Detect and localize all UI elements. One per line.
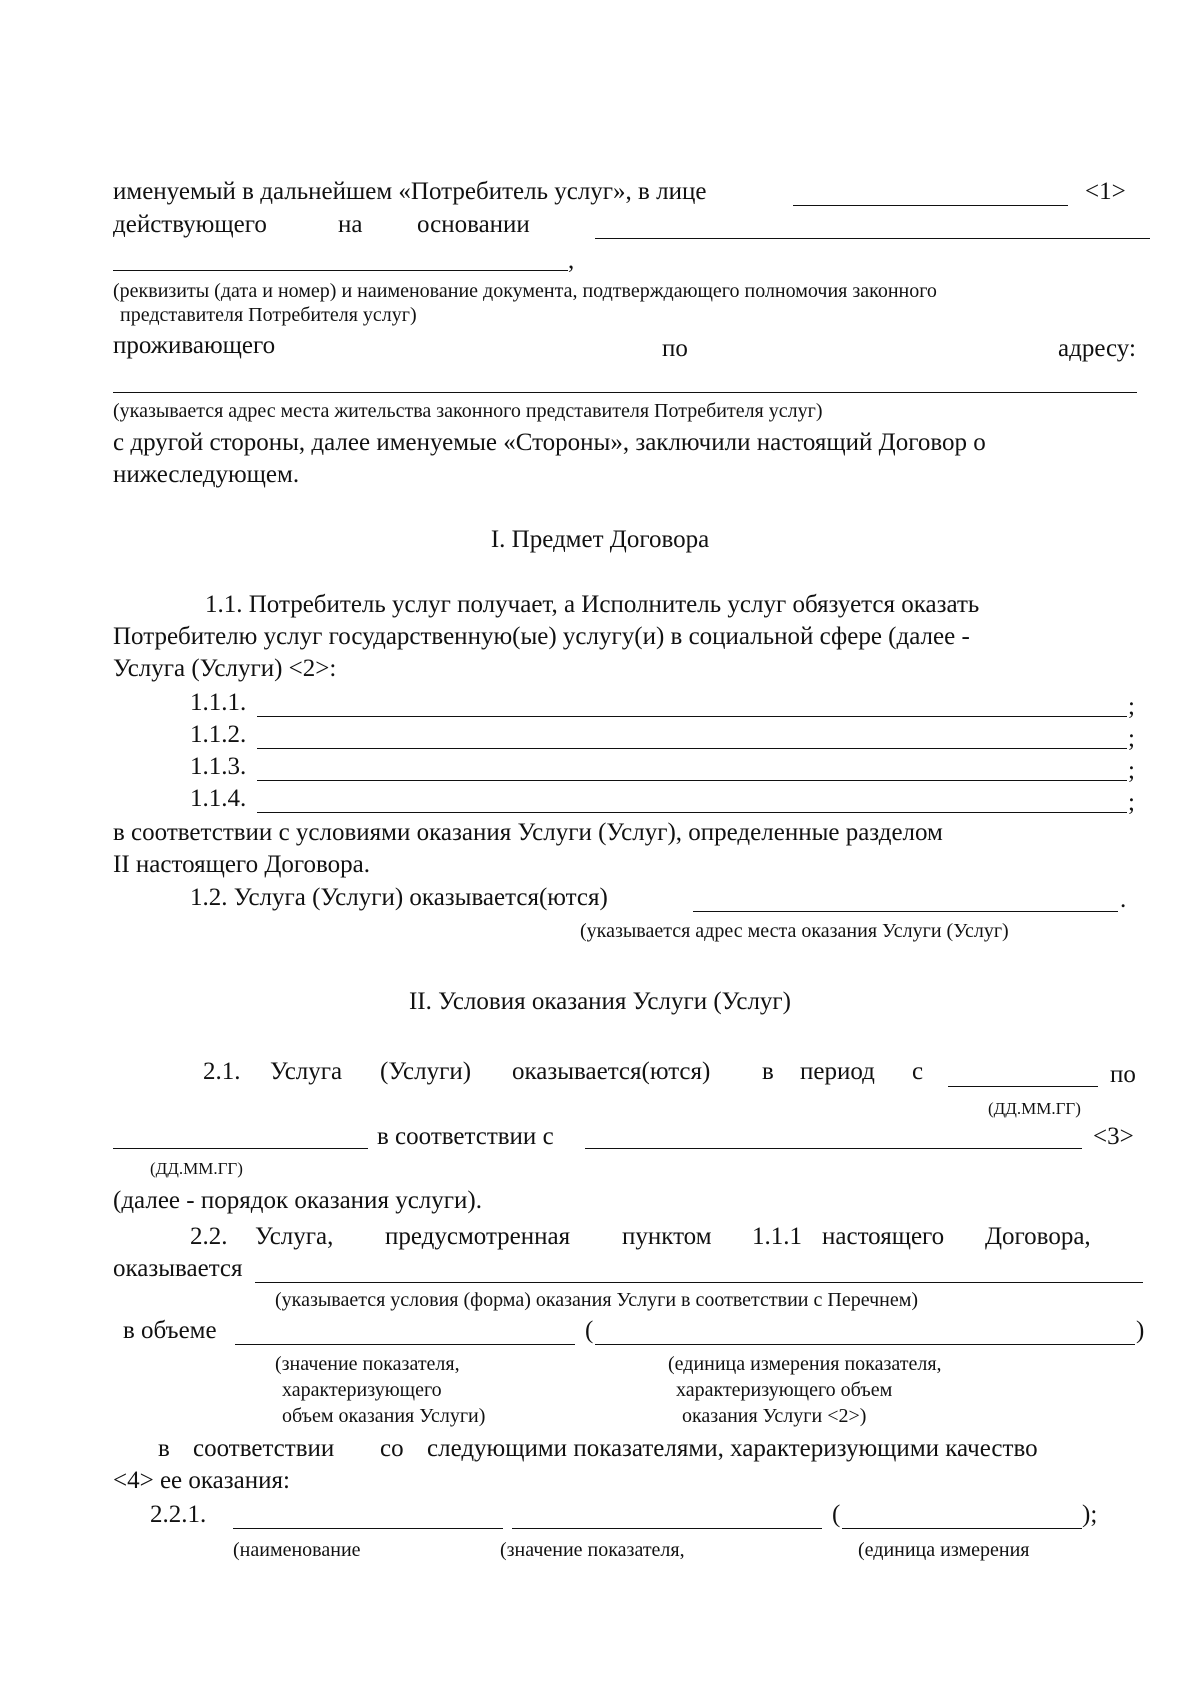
address-word-address: адресу:: [1058, 335, 1136, 362]
quality-word-3: со: [380, 1435, 404, 1462]
representative-name-field[interactable]: [793, 205, 1068, 206]
quality-unit-field[interactable]: [842, 1528, 1082, 1529]
section-1-heading: I. Предмет Договора: [490, 526, 710, 553]
p22-word-2: Услуга,: [255, 1223, 334, 1250]
service-procedure-field[interactable]: [585, 1148, 1082, 1149]
p11-line-2: Потребителю услуг государственную(ые) услугу(и) в социальной сфере (далее -: [113, 623, 970, 650]
quality-word-2: соответствии: [193, 1435, 335, 1462]
section-2-heading: II. Условия оказания Услуги (Услуг): [408, 988, 792, 1015]
quality-word-1: в: [158, 1435, 170, 1462]
p22-word-4: пунктом: [622, 1223, 712, 1250]
volume-value-field[interactable]: [235, 1344, 575, 1345]
p22-word-6: настоящего: [822, 1223, 945, 1250]
p22-word-7: Договора,: [985, 1223, 1091, 1250]
caption-value-3: объем оказания Услуги): [282, 1405, 486, 1427]
caption-unit-1: (единица измерения показателя,: [668, 1353, 942, 1375]
accord-line-2: II настоящего Договора.: [113, 851, 370, 878]
caption-end-date: (ДД.ММ.ГГ): [150, 1159, 243, 1178]
p21-word-1: 2.1.: [203, 1058, 241, 1085]
volume-label: в объеме: [123, 1317, 217, 1344]
p12-text: 1.2. Услуга (Услуги) оказывается(ются): [190, 884, 608, 911]
footnote-ref-1: <1>: [1085, 178, 1126, 205]
item-1-1-2-field[interactable]: [257, 748, 1127, 749]
p22-word-5: 1.1.1: [752, 1223, 802, 1250]
item-1-1-4-field[interactable]: [257, 812, 1127, 813]
p21-word-3: (Услуги): [380, 1058, 472, 1085]
p21-word-4: оказывается(ются): [512, 1058, 711, 1085]
intro-line-1: именуемый в дальнейшем «Потребитель услуг», в лице: [113, 178, 707, 205]
p22-word-1: 2.2.: [190, 1223, 228, 1250]
basis-document-field-continued[interactable]: [113, 270, 568, 271]
accord-line-1: в соответствии с условиями оказания Услуги (Услуг), определенные разделом: [113, 819, 943, 846]
caption-unit-2: характеризующего объем: [676, 1379, 893, 1401]
p21-after: (далее - порядок оказания услуги).: [113, 1187, 482, 1214]
p21-word-5: в: [762, 1058, 774, 1085]
service-conditions-field[interactable]: [255, 1282, 1143, 1283]
p221-paren-open: (: [832, 1501, 841, 1528]
item-1-1-1-field[interactable]: [257, 716, 1127, 717]
volume-unit-field[interactable]: [595, 1344, 1135, 1345]
volume-paren-open: (: [585, 1317, 594, 1344]
p21-word-to: по: [1110, 1061, 1136, 1088]
p21-word-6: период: [800, 1058, 875, 1085]
quality-line-2: <4> ее оказания:: [113, 1467, 290, 1494]
caption-service-conditions: (указывается условия (форма) оказания Услуги в соответствии с Перечнем): [275, 1289, 919, 1311]
item-1-1-2-end: ;: [1128, 725, 1135, 752]
p21-accord: в соответствии с: [377, 1123, 554, 1150]
p221-paren-close: );: [1082, 1501, 1098, 1528]
p22-word-3: предусмотренная: [385, 1223, 571, 1250]
item-1-1-4-label: 1.1.4.: [190, 785, 247, 812]
period-start-date-field[interactable]: [948, 1086, 1098, 1087]
caption-representative-document-1: (реквизиты (дата и номер) и наименование документа, подтверждающего полномочия законного: [113, 280, 937, 302]
item-1-1-1-end: ;: [1128, 693, 1135, 720]
item-1-1-1-label: 1.1.1.: [190, 689, 247, 716]
caption-representative-document-2: представителя Потребителя услуг): [120, 304, 417, 326]
item-1-1-3-end: ;: [1128, 757, 1135, 784]
quality-value-field[interactable]: [512, 1528, 822, 1529]
intro-word-acting: действующего: [113, 211, 267, 238]
caption-residence-address: (указывается адрес места жительства законного представителя Потребителя услуг): [113, 400, 823, 422]
p11-line-3: Услуга (Услуги) <2>:: [113, 655, 337, 682]
item-1-1-3-label: 1.1.3.: [190, 753, 247, 780]
item-1-1-4-end: ;: [1128, 789, 1135, 816]
p21-word-7: с: [912, 1058, 924, 1085]
caption-value-1: (значение показателя,: [275, 1353, 460, 1375]
intro-word-on: на: [338, 211, 363, 238]
address-word-residing: проживающего: [113, 332, 276, 359]
footnote-ref-3: <3>: [1093, 1123, 1134, 1150]
address-word-at: по: [662, 335, 688, 362]
p11-line-1: 1.1. Потребитель услуг получает, а Исполнитель услуг обязуется оказать: [205, 591, 980, 618]
intro-comma: ,: [568, 247, 575, 274]
period-end-date-field[interactable]: [113, 1148, 368, 1149]
quality-name-field[interactable]: [233, 1528, 503, 1529]
intro-word-basis: основании: [417, 211, 530, 238]
caption-quality-name: (наименование: [233, 1539, 361, 1561]
caption-start-date: (ДД.ММ.ГГ): [988, 1099, 1081, 1118]
item-1-1-3-field[interactable]: [257, 780, 1127, 781]
caption-value-2: характеризующего: [282, 1379, 442, 1401]
closing-line-1: с другой стороны, далее именуемые «Стороны», заключили настоящий Договор о: [113, 429, 986, 456]
p21-word-2: Услуга: [270, 1058, 343, 1085]
caption-quality-value: (значение показателя,: [500, 1539, 685, 1561]
caption-unit-3: оказания Услуги <2>): [682, 1405, 867, 1427]
residence-address-field[interactable]: [113, 392, 1137, 393]
p12-end: .: [1120, 886, 1127, 913]
volume-paren-close: ): [1136, 1317, 1145, 1344]
caption-service-location: (указывается адрес места оказания Услуги (Услуг): [580, 920, 1009, 942]
basis-document-field[interactable]: [595, 238, 1150, 239]
quality-word-4: следующими показателями, характеризующими качество: [427, 1435, 1038, 1462]
caption-quality-unit: (единица измерения: [858, 1539, 1030, 1561]
item-1-1-2-label: 1.1.2.: [190, 721, 247, 748]
closing-line-2: нижеследующем.: [113, 461, 300, 488]
service-location-field[interactable]: [693, 911, 1118, 912]
p221-label: 2.2.1.: [150, 1501, 207, 1528]
p22-provided: оказывается: [113, 1255, 243, 1282]
